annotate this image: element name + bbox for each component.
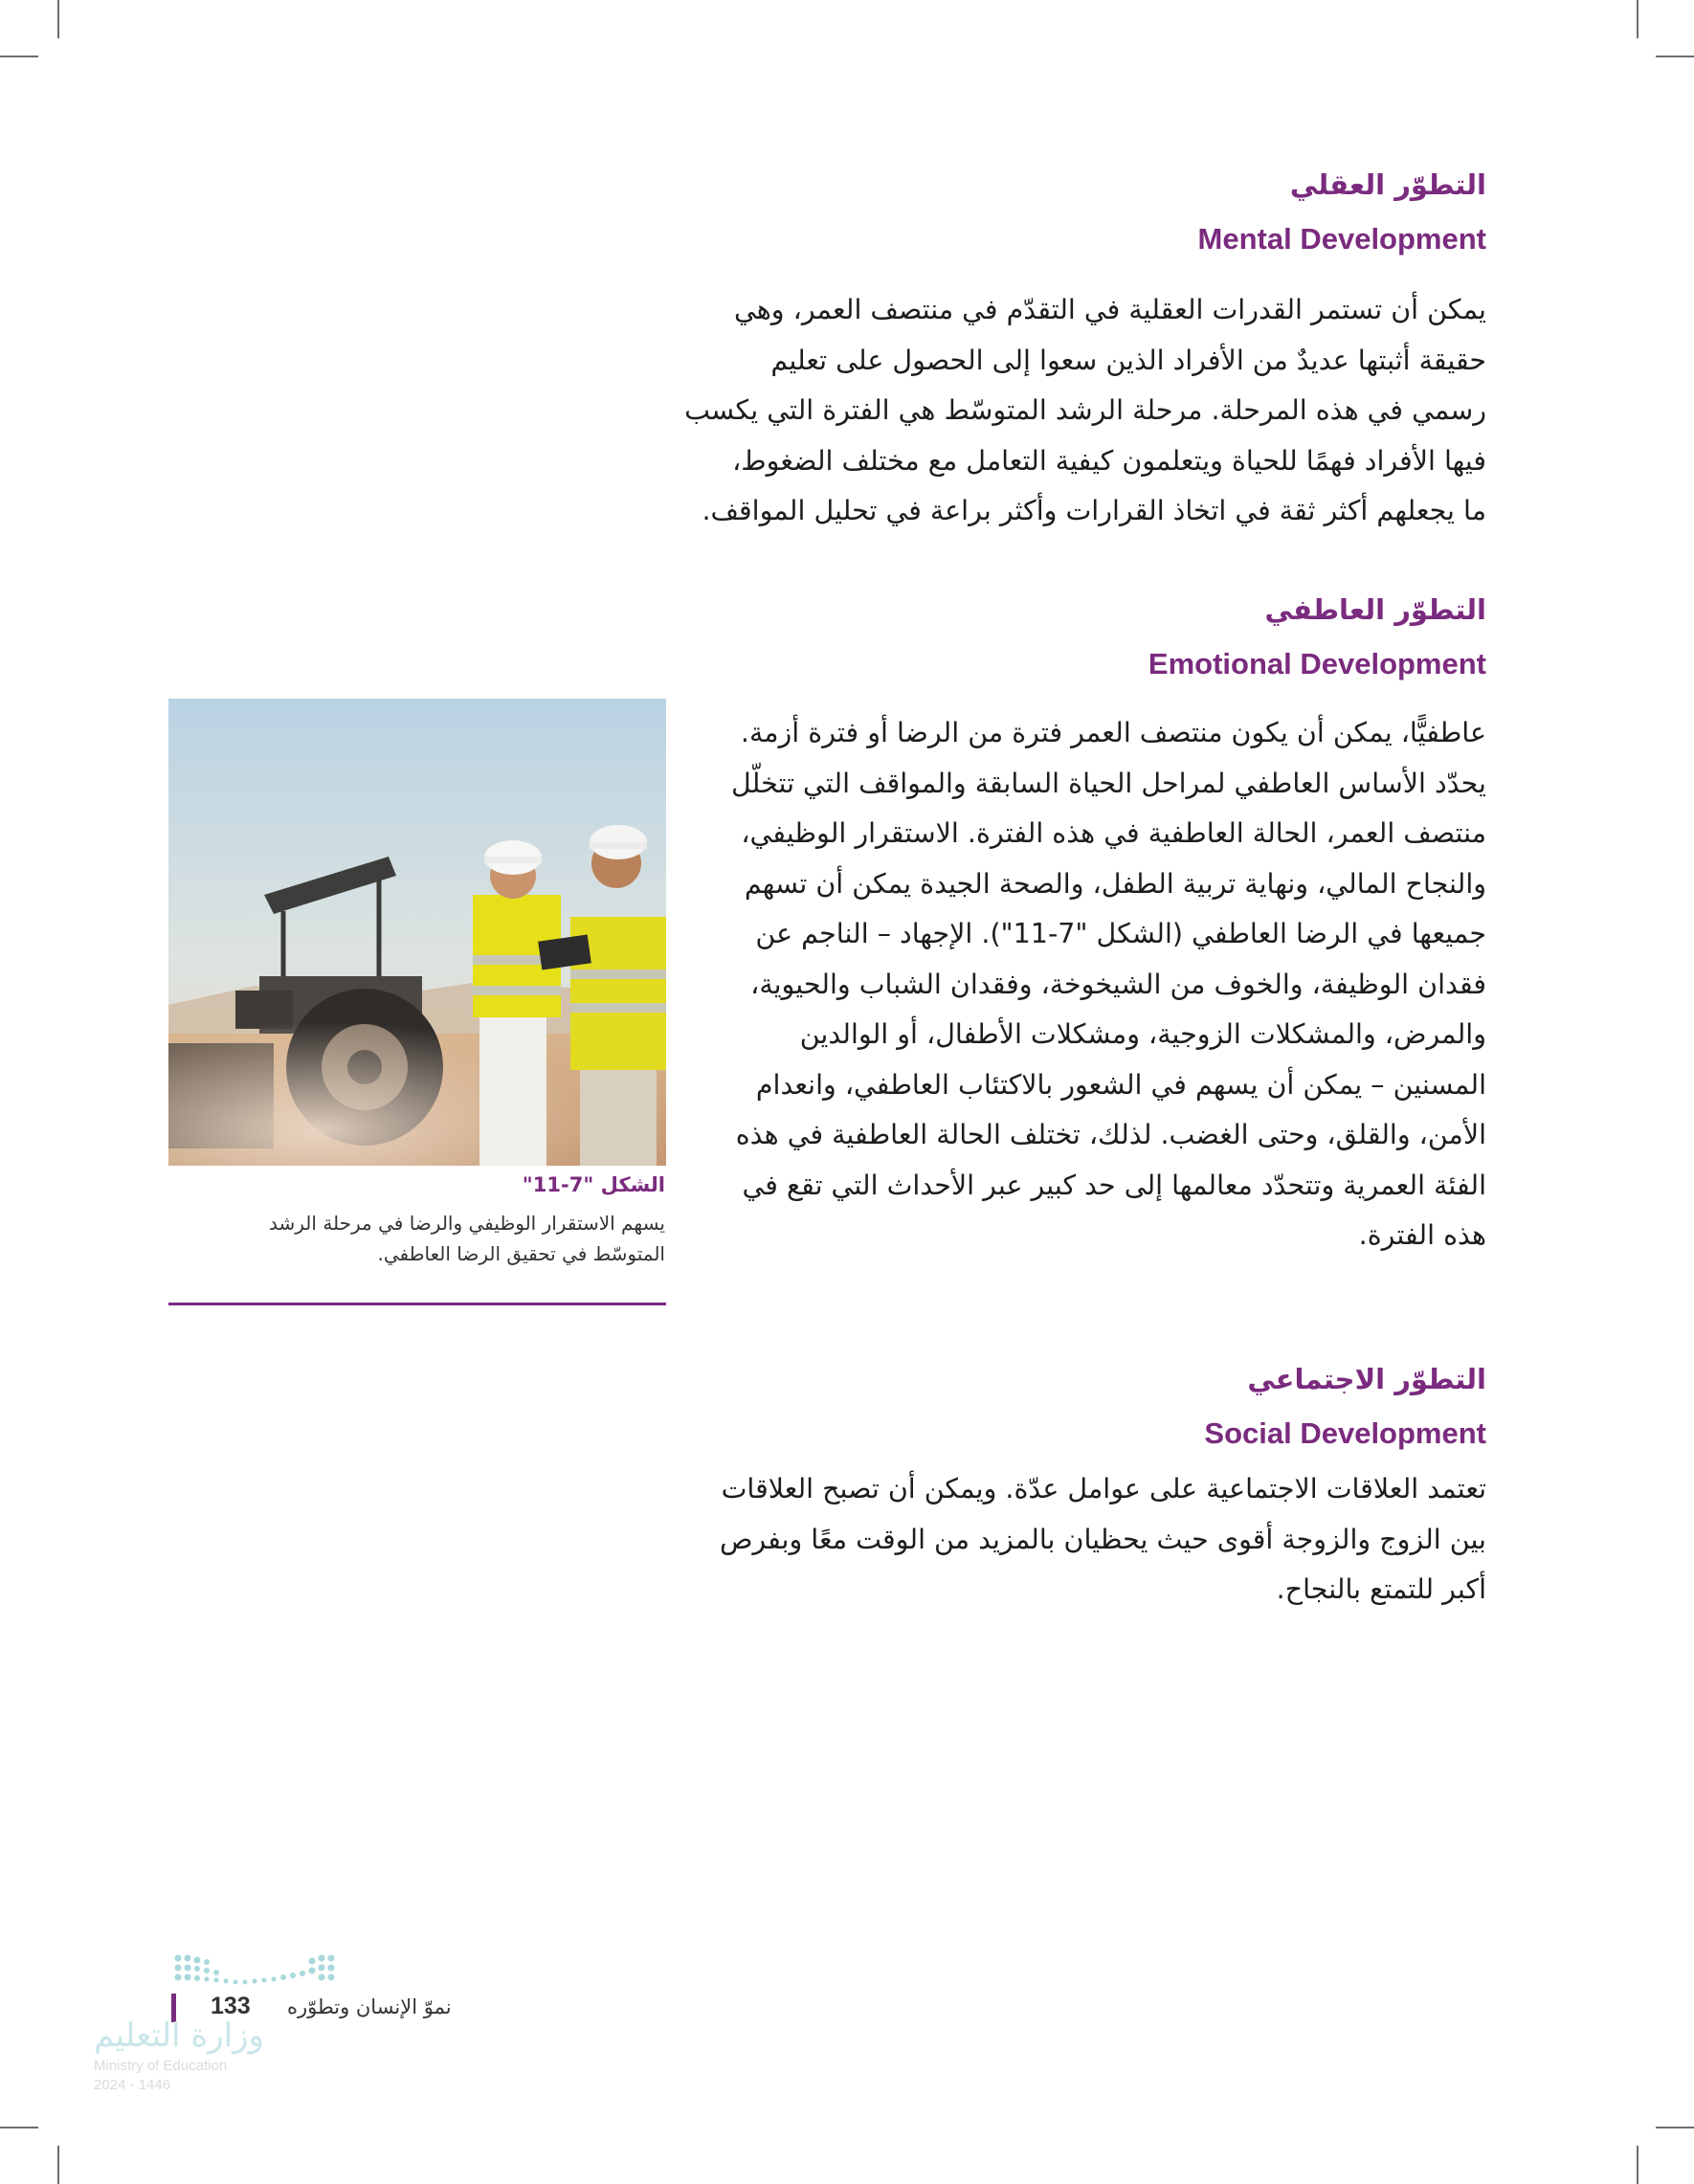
- crop-mark: [0, 2127, 38, 2128]
- text-line: منتصف العمر، الحالة العاطفية في هذه الفترة. الاستقرار الوظيفي،: [741, 817, 1486, 849]
- text-line: ما يجعلهم أكثر ثقة في اتخاذ القرارات وأكثر براعة في تحليل المواقف.: [702, 495, 1486, 526]
- text-line: فقدان الوظيفة، والخوف من الشيخوخة، وفقدان الشباب والحيوية،: [750, 968, 1486, 1000]
- crop-mark: [1637, 0, 1638, 38]
- ministry-year: 2024 - 1446: [94, 2077, 171, 2093]
- emotional-heading-en: Emotional Development: [1148, 647, 1486, 680]
- social-paragraph: [644, 1464, 1486, 1616]
- text-line: تعتمد العلاقات الاجتماعية على عوامل عدّة. ويمكن أن تصبح العلاقات: [721, 1473, 1486, 1504]
- text-line: والمرض، والمشكلات الزوجية، ومشكلات الأطفال، أو الوالدين: [799, 1018, 1486, 1050]
- emotional-heading-ar: التطوّر العاطفي: [1264, 593, 1486, 626]
- crop-mark: [1656, 56, 1694, 57]
- ministry-name-en: Ministry of Education: [94, 2058, 228, 2074]
- crop-mark: [57, 0, 59, 38]
- page-number: 133: [211, 1993, 251, 2019]
- text-line: رسمي في هذه المرحلة. مرحلة الرشد المتوسّط هي الفترة التي يكسب: [684, 394, 1486, 426]
- text-line: يمكن أن تستمر القدرات العقلية في التقدّم في منتصف العمر، وهي: [734, 294, 1486, 325]
- caption-line: المتوسّط في تحقيق الرضا العاطفي.: [377, 1242, 665, 1265]
- text-line: جميعها في الرضا العاطفي (الشكل "7-11"). الإجهاد – الناجم عن: [755, 918, 1486, 949]
- mental-heading-en: Mental Development: [1197, 222, 1486, 256]
- footer-book-title: نموّ الإنسان وتطوّره: [287, 1995, 452, 2018]
- figure-caption: [167, 1208, 665, 1269]
- text-line: والنجاح المالي، ونهاية تربية الطفل، والصحة الجيدة يمكن أن تسهم: [744, 867, 1486, 900]
- figure-photo: [168, 699, 666, 1166]
- text-line: الأمن، والقلق، وحتى الغضب. لذلك، تختلف الحالة العاطفية في هذه: [735, 1119, 1486, 1150]
- emotional-paragraph: [680, 708, 1486, 1261]
- text-line: فيها الأفراد فهمًا للحياة ويتعلمون كيفية التعامل مع مختلف الضغوط،: [732, 444, 1486, 477]
- social-heading-ar: التطوّر الاجتماعي: [1247, 1363, 1486, 1395]
- text-line: المسنين – يمكن أن يسهم في الشعور بالاكتئاب العاطفي، وانعدام: [755, 1068, 1486, 1101]
- crop-mark: [57, 2146, 59, 2184]
- ministry-name-ar: وزارة التعليم: [94, 2017, 264, 2055]
- crop-mark: [1656, 2127, 1694, 2128]
- caption-divider: [168, 1303, 666, 1305]
- text-line: الفئة العمرية وتتحدّد معالمها إلى حد كبير عبر الأحداث التي تقع في: [742, 1169, 1486, 1201]
- figure-label: الشكل "7-11": [522, 1173, 665, 1196]
- text-line: هذه الفترة.: [1358, 1219, 1486, 1251]
- crop-mark: [1637, 2146, 1638, 2184]
- ministry-logo-dots: [172, 1952, 345, 1989]
- text-line: أكبر للتمتع بالنجاح.: [1276, 1573, 1486, 1605]
- mental-paragraph: [644, 285, 1486, 537]
- text-line: بين الزوج والزوجة أقوى حيث يحظيان بالمزيد من الوقت معًا وبفرص: [719, 1523, 1486, 1555]
- text-line: يحدّد الأساس العاطفي لمراحل الحياة السابقة والمواقف التي تتخلّل: [731, 767, 1486, 799]
- mental-heading-ar: التطوّر العقلي: [1289, 168, 1486, 201]
- caption-line: يسهم الاستقرار الوظيفي والرضا في مرحلة الرشد: [269, 1212, 665, 1235]
- text-line: حقيقة أثبتها عديدٌ من الأفراد الذين سعوا إلى الحصول على تعليم: [770, 344, 1486, 376]
- crop-mark: [0, 56, 38, 57]
- social-heading-en: Social Development: [1204, 1416, 1486, 1450]
- text-line: عاطفيًّا، يمكن أن يكون منتصف العمر فترة من الرضا أو فترة أزمة.: [740, 717, 1486, 748]
